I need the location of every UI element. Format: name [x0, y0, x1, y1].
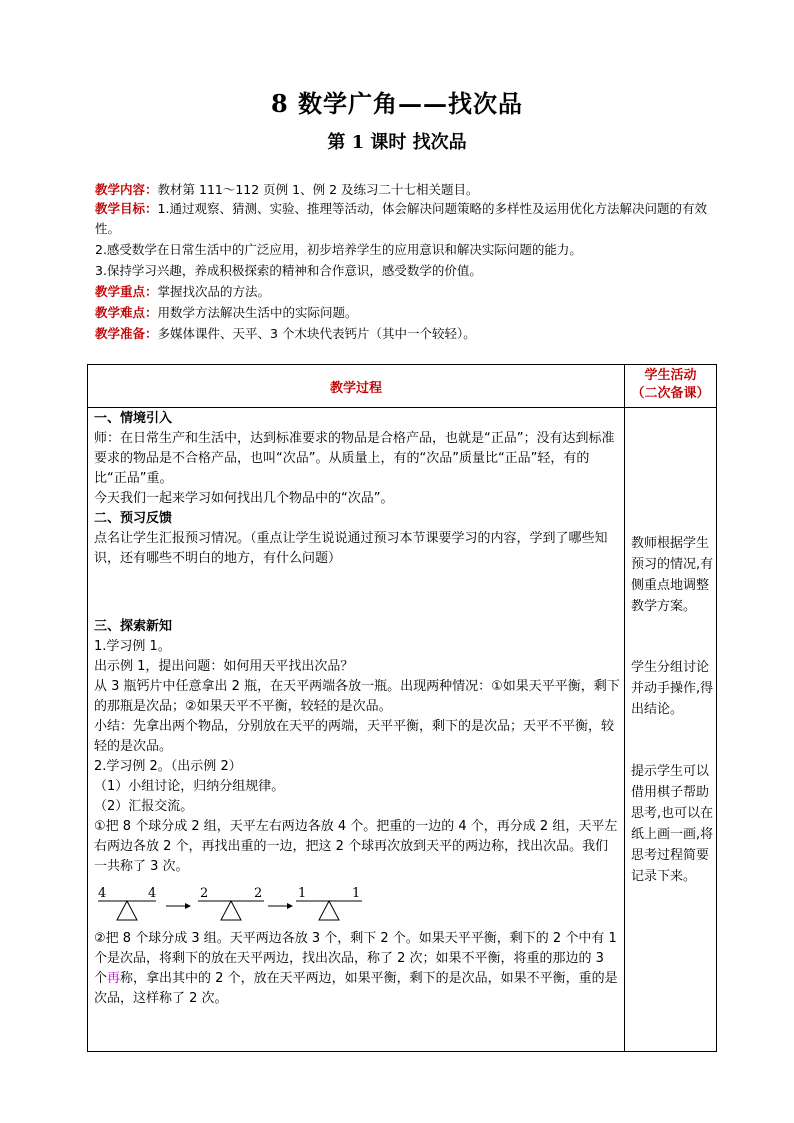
- explore-line-7: （2）汇报交流。: [94, 799, 194, 814]
- side-note-1: 教师根据学生预习的情况,有侧重点地调整教学方案。: [631, 536, 714, 614]
- section-preview-title: 二、预习反馈: [94, 511, 173, 526]
- scale-3-right-count: 1: [352, 886, 361, 901]
- info-goal-text: 1.通过观察、猜测、实验、推理等活动，体会解决问题策略的多样性及运用优化方法解决问题的有效性。: [95, 201, 707, 236]
- section-intro: [94, 409, 620, 569]
- info-difficulty: [95, 303, 725, 323]
- info-goal: [95, 199, 725, 239]
- scale-3-fulcrum: [319, 901, 339, 920]
- scale-1-left-count: 4: [98, 886, 107, 901]
- scale-1-fulcrum: [117, 901, 137, 920]
- scale-2-left-count: 2: [200, 886, 209, 901]
- side-note-2: 学生分组讨论并动手操作,得出结论。: [631, 660, 714, 717]
- scale-2-right-count: 2: [254, 886, 263, 901]
- scale-1-right-count: 4: [148, 886, 157, 901]
- explore-line-5: 2.学习例 2。（出示例 2）: [94, 759, 242, 774]
- section-explore-title: 三、探索新知: [94, 619, 173, 634]
- explore-line-1: 1.学习例 1。: [94, 639, 171, 654]
- header-teaching-process: 教学过程: [329, 380, 382, 396]
- scale-step-3: [296, 886, 362, 920]
- info-prep-label: 教学准备：: [95, 326, 158, 341]
- section-intro-title: 一、情境引入: [94, 411, 173, 426]
- info-key: [95, 282, 725, 302]
- info-content: [95, 180, 725, 200]
- explore-summary: 小结：先拿出两个物品，分别放在天平的两端，天平平衡，剩下的是次品；天平不平衡，较轻的是次品。: [94, 719, 615, 754]
- scale-step-2: [198, 886, 264, 920]
- explore-line-2: 出示例 1，提出问题：如何用天平找出次品？: [94, 659, 354, 674]
- explore-method-1: ①把 8 个球分成 2 组，天平左右两边各放 4 个。把重的一边的 4 个，再分成 2 组，天平左右两边各放 2 个，再找出重的一边，把这 2 个球再次放到天平的两边称，找出次品。我们一共称了 3 次。: [94, 819, 618, 874]
- header-divider: [88, 407, 716, 408]
- scale-step-1: [98, 886, 156, 920]
- info-difficulty-text: 用数学方法解决生活中的实际问题。: [157, 305, 358, 320]
- section-explore: [94, 617, 620, 877]
- document-title: 8 数学广角——找次品: [270, 89, 524, 118]
- balance-scale-figure: [98, 884, 378, 924]
- info-difficulty-label: 教学难点：: [95, 305, 158, 320]
- info-goal-label: 教学目标：: [95, 201, 158, 216]
- explore-method-2: [94, 929, 620, 1009]
- explore-method-2-part-b: 称，拿出其中的 2 个，放在天平两边，如果平衡，剩下的是次品，如果不平衡，重的是次品，这样称了 2 次。: [94, 971, 618, 1006]
- header-side-line-2: （二次备课）: [631, 386, 710, 401]
- side-note-3: 提示学生可以借用棋子帮助思考,也可以在纸上画一画,将思考过程简要记录下来。: [631, 764, 714, 884]
- scale-2-fulcrum: [221, 901, 241, 920]
- explore-method-2-part-a: ②把 8 个球分成 3 组。天平两边各放 3 个，剩下 2 个。如果天平平衡，剩下的 2 个中有 1 个是次品，将剩下的放在天平两边，找出次品，称了 2 次；如果不平衡，将重的那边的 3 个: [94, 931, 617, 986]
- column-divider: [624, 365, 625, 1051]
- section-intro-closing: 今天我们一起来学习如何找出几个物品中的“次品”。: [94, 491, 394, 506]
- lesson-table: [87, 364, 717, 1052]
- header-student-activity: [625, 367, 716, 403]
- scale-3-left-count: 1: [298, 886, 307, 901]
- explore-line-3: 从 3 瓶钙片中任意拿出 2 瓶，在天平两端各放一瓶。出现两种情况：①如果天平平衡，剩下的那瓶是次品；②如果天平不平衡，较轻的是次品。: [94, 679, 620, 714]
- info-content-label: 教学内容：: [95, 182, 158, 197]
- section-intro-paragraph: 师：在日常生产和生活中，达到标准要求的物品是合格产品，也就是“正品”；没有达到标准要求的物品是不合格产品，也叫“次品”。从质量上，有的“次品”质量比“正品”轻，有的比“正品”重。: [94, 431, 615, 486]
- explore-method-2-highlight: 再: [107, 971, 121, 986]
- explore-line-6: （1）小组讨论，归纳分组规律。: [94, 779, 285, 794]
- info-prep-text: 多媒体课件、天平、3 个木块代表钙片（其中一个较轻）。: [157, 326, 476, 341]
- lesson-subtitle: 第 1 课时 找次品: [327, 132, 467, 153]
- info-content-text: 教材第 111～112 页例 1、例 2 及练习二十七相关题目。: [157, 182, 479, 197]
- header-side-line-1: 学生活动: [644, 368, 697, 383]
- info-goal-2: 2.感受数学在日常生活中的广泛应用，初步培养学生的应用意识和解决实际问题的能力。: [95, 242, 582, 257]
- info-goal-3: 3.保持学习兴趣，养成积极探索的精神和合作意识，感受数学的价值。: [95, 263, 482, 278]
- info-key-text: 掌握找次品的方法。: [157, 284, 271, 299]
- section-preview-paragraph: 点名让学生汇报预习情况。（重点让学生说说通过预习本节课要学习的内容，学到了哪些知识，还有哪些不明白的地方，有什么问题）: [94, 531, 608, 566]
- info-key-label: 教学重点：: [95, 284, 158, 299]
- info-prep: [95, 324, 725, 344]
